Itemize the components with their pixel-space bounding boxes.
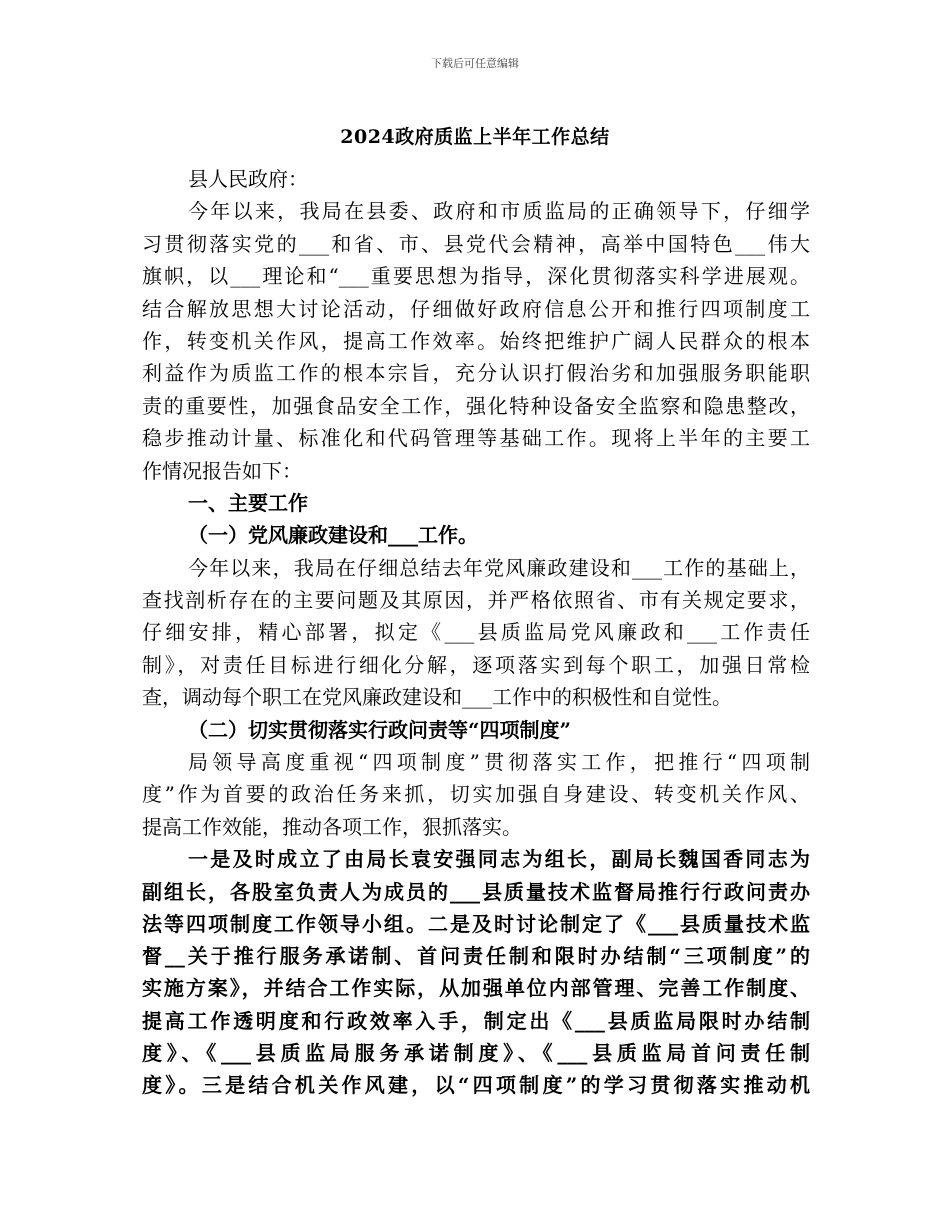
section-heading: （二）切实贯彻落实行政问责等“四项制度” <box>188 717 572 742</box>
header-note: 下载后可任意编辑 <box>431 57 519 70</box>
bold-text-line: 度》、《___县质监局服务承诺制度》、《___县质监局首问责任制 <box>142 1040 810 1065</box>
text-line: 仔细安排，精心部署，拟定《___县质监局党风廉政和___工作责任 <box>142 620 810 645</box>
text-line: 今年以来，我局在县委、政府和市质监局的正确领导下，仔细学 <box>188 199 810 224</box>
bold-text-line: 度》。三是结合机关作风建，以“四项制度”的学习贯彻落实推动机 <box>142 1073 810 1098</box>
bold-text-line: 实施方案》，并结合工作实际，从加强单位内部管理、完善工作制度、 <box>142 976 810 1001</box>
text-line: 作情况报告如下： <box>142 458 302 483</box>
text-line: 度”作为首要的政治任务来抓，切实加强自身建设、转变机关作风、 <box>142 782 810 807</box>
bold-text-line: 副组长，各股室负责人为成员的___县质量技术监督局推行行政问责办 <box>142 879 810 904</box>
text-line: 习贯彻落实党的___和省、市、县党代会精神，高举中国特色___伟大 <box>142 231 810 256</box>
document-title: 2024政府质监上半年工作总结 <box>340 126 610 148</box>
bold-paragraph-block <box>142 843 810 1101</box>
text-line: 责的重要性，加强食品安全工作，强化特种设备安全监察和隐患整改， <box>142 393 810 418</box>
text-line: 县人民政府： <box>188 167 308 191</box>
text-line: 结合解放思想大讨论活动，仔细做好政府信息公开和推行四项制度工 <box>142 296 810 321</box>
bold-text-line: 提高工作透明度和行政效率入手，制定出《___县质监局限时办结制 <box>142 1008 810 1033</box>
text-line: 查找剖析存在的主要问题及其原因，并严格依照省、市有关规定要求， <box>142 588 810 613</box>
section-heading: 一、主要工作 <box>188 490 308 515</box>
text-line: 提高工作效能，推动各项工作，狠抓落实。 <box>142 814 522 839</box>
text-line: 查，调动每个职工在党风廉政建设和___工作中的积极性和自觉性。 <box>142 685 732 710</box>
text-line: 利益作为质监工作的根本宗旨，充分认识打假治劣和加强服务职能职 <box>142 361 810 386</box>
section-heading: （一）党风廉政建设和___工作。 <box>188 523 478 548</box>
bold-text-line: 一是及时成立了由局长袁安强同志为组长，副局长魏国香同志为 <box>188 847 810 872</box>
text-line: 今年以来，我局在仔细总结去年党风廉政建设和___工作的基础上， <box>188 555 810 580</box>
text-line: 作，转变机关作风，提高工作效率。始终把维护广阔人民群众的根本 <box>142 328 810 353</box>
bold-text-line: 督__关于推行服务承诺制、首问责任制和限时办结制“三项制度”的 <box>142 944 810 969</box>
text-line: 稳步推动计量、标准化和代码管理等基础工作。现将上半年的主要工 <box>142 426 810 451</box>
bold-text-line: 法等四项制度工作领导小组。二是及时讨论制定了《___县质量技术监 <box>142 911 810 936</box>
paragraph-block <box>142 163 810 843</box>
text-line: 局领导高度重视“四项制度”贯彻落实工作，把推行“四项制 <box>188 750 810 775</box>
document-body <box>142 163 810 1102</box>
text-line: 旗帜，以___理论和“___重要思想为指导，深化贯彻落实科学进展观。 <box>142 264 810 289</box>
text-line: 制》，对责任目标进行细化分解，逐项落实到每个职工，加强日常检 <box>142 652 810 677</box>
